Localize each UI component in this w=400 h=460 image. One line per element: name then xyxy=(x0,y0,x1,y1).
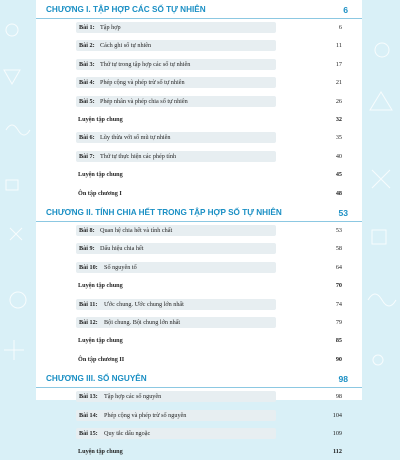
lesson-title: Ước chung. Ước chung lớn nhất xyxy=(104,300,184,308)
entry-page-number: 90 xyxy=(335,355,342,363)
lesson-entry[interactable] xyxy=(36,241,362,257)
entry-page-number: 74 xyxy=(335,300,342,308)
lesson-title: Tập hợp các số nguyên xyxy=(104,393,162,401)
chapter-divider xyxy=(36,18,362,19)
lesson-title: Cách ghi số tự nhiên xyxy=(100,42,152,50)
lesson-number: Bài 12: xyxy=(79,319,98,326)
lesson-title: Phép cộng và phép trừ số tự nhiên xyxy=(100,79,185,87)
lesson-entry[interactable] xyxy=(36,426,362,442)
table-of-contents-page xyxy=(36,0,362,456)
lesson-title: Thứ tự trong tập hợp các số tự nhiên xyxy=(100,60,191,68)
lesson-number: Bài 9: xyxy=(79,245,95,253)
lesson-number: Bài 2: xyxy=(79,42,95,50)
lesson-number: Bài 11: xyxy=(79,300,98,308)
lesson-entry[interactable] xyxy=(36,94,362,110)
lesson-title: Số nguyên tố xyxy=(104,263,137,271)
section-entry[interactable] xyxy=(36,333,362,349)
chapter-title: CHƯƠNG I. TẬP HỢP CÁC SỐ TỰ NHIÊN xyxy=(46,5,206,14)
lesson-entry[interactable] xyxy=(36,223,362,239)
lesson-entry[interactable] xyxy=(36,57,362,73)
entry-page-number: 64 xyxy=(335,263,342,271)
lesson-title: Quy tắc dấu ngoặc xyxy=(104,430,151,437)
lesson-number: Bài 10: xyxy=(79,263,98,271)
entry-page-number: 26 xyxy=(335,97,342,105)
chapter-divider xyxy=(36,221,362,222)
entry-page-number: 11 xyxy=(336,42,342,50)
entry-page-number: 6 xyxy=(338,24,342,31)
chapter-heading[interactable] xyxy=(36,372,362,387)
lesson-number: Bài 14: xyxy=(79,411,98,419)
entry-page-number: 85 xyxy=(335,337,342,345)
lesson-entry[interactable] xyxy=(36,297,362,313)
section-entry[interactable] xyxy=(36,352,362,368)
chapter-page-number: 98 xyxy=(338,374,348,385)
lesson-entry[interactable] xyxy=(36,408,362,424)
lesson-entry[interactable] xyxy=(36,75,362,91)
entry-page-number: 48 xyxy=(335,189,342,197)
right-decoration xyxy=(362,0,400,400)
entry-page-number: 98 xyxy=(335,393,342,401)
chapter-page-number: 6 xyxy=(343,5,348,15)
entry-page-number: 58 xyxy=(335,245,342,253)
entry-page-number: 109 xyxy=(332,430,342,437)
section-title: Luyện tập chung xyxy=(78,116,123,123)
lesson-title: Thứ tự thực hiện các phép tính xyxy=(100,152,177,160)
section-title: Luyện tập chung xyxy=(78,171,123,179)
entry-page-number: 17 xyxy=(335,60,342,68)
entry-page-number: 45 xyxy=(335,171,342,179)
section-title: Ôn tập chương I xyxy=(78,189,122,197)
lesson-title: Tập hợp xyxy=(100,24,121,31)
section-entry[interactable] xyxy=(36,186,362,202)
entry-page-number: 21 xyxy=(335,79,342,87)
chapter-heading[interactable] xyxy=(36,206,362,221)
section-entry[interactable] xyxy=(36,278,362,294)
lesson-title: Phép nhân và phép chia số tự nhiên xyxy=(100,97,188,105)
chapter-heading[interactable] xyxy=(36,3,362,18)
chapter-title: CHƯƠNG III. SỐ NGUYÊN xyxy=(46,374,147,384)
chapter-title: CHƯƠNG II. TÍNH CHIA HẾT TRONG TẬP HỢP SỐ TỰ NHIÊN xyxy=(46,208,282,217)
lesson-number: Bài 15: xyxy=(79,430,98,437)
lesson-number: Bài 3: xyxy=(79,60,95,68)
lesson-entry[interactable] xyxy=(36,38,362,54)
lesson-title: Bội chung. Bội chung lớn nhất xyxy=(104,319,181,326)
section-title: Luyện tập chung xyxy=(78,282,123,290)
lesson-entry[interactable] xyxy=(36,149,362,165)
lesson-number: Bài 8: xyxy=(79,227,95,234)
lesson-number: Bài 5: xyxy=(79,97,95,105)
lesson-number: Bài 6: xyxy=(79,134,95,142)
lesson-title: Quan hệ chia hết và tính chất xyxy=(100,227,173,234)
lesson-title: Lũy thừa với số mũ tự nhiên xyxy=(100,134,171,142)
section-entry[interactable] xyxy=(36,167,362,183)
lesson-number: Bài 13: xyxy=(79,393,98,401)
entry-page-number: 104 xyxy=(332,411,342,419)
section-title: Luyện tập chung xyxy=(78,448,123,456)
lesson-entry[interactable] xyxy=(36,315,362,331)
lesson-entry[interactable] xyxy=(36,130,362,146)
entry-page-number: 79 xyxy=(335,319,342,326)
section-entry[interactable] xyxy=(36,112,362,128)
lesson-title: Dấu hiệu chia hết xyxy=(100,245,144,253)
entry-page-number: 53 xyxy=(335,227,342,234)
lesson-number: Bài 7: xyxy=(79,152,95,160)
entry-page-number: 70 xyxy=(335,282,342,290)
lesson-entry[interactable] xyxy=(36,20,362,36)
chapter-page-number: 53 xyxy=(338,208,348,218)
lesson-entry[interactable] xyxy=(36,260,362,276)
section-title: Ôn tập chương II xyxy=(78,355,125,363)
entry-page-number: 40 xyxy=(335,152,342,160)
lesson-number: Bài 1: xyxy=(79,24,95,31)
lesson-title: Phép cộng và phép trừ số nguyên xyxy=(104,411,187,419)
entry-page-number: 32 xyxy=(335,116,342,123)
entry-page-number: 112 xyxy=(333,448,342,456)
section-entry[interactable] xyxy=(36,444,362,460)
lesson-number: Bài 4: xyxy=(79,79,95,87)
section-title: Luyện tập chung xyxy=(78,337,123,345)
chapter-divider xyxy=(36,387,362,388)
left-decoration xyxy=(0,0,36,400)
entry-page-number: 35 xyxy=(335,134,342,142)
lesson-entry[interactable] xyxy=(36,389,362,405)
